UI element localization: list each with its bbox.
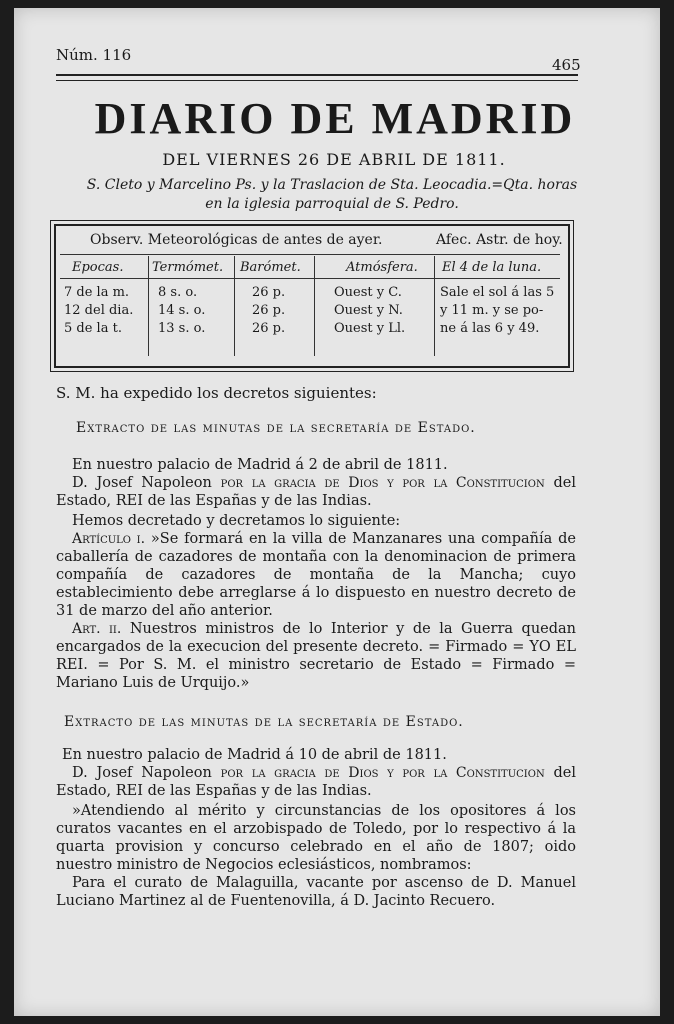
decree-formula: Hemos decretado y decretamos lo siguiente: xyxy=(72,513,401,529)
decree-place-date: En nuestro palacio de Madrid á 10 de abril de 1811. xyxy=(62,747,447,763)
section-heading: Extracto de las minutas de la secretaría de Estado. xyxy=(64,714,464,730)
astronomy-column xyxy=(440,284,564,338)
table-cell: 26 p. xyxy=(252,285,286,300)
article-2 xyxy=(56,620,576,692)
table-cell: Ouest y N. xyxy=(334,303,403,318)
dateline: DEL VIERNES 26 DE ABRIL DE 1811. xyxy=(162,150,506,169)
article-text: Nuestros ministros de lo Interior y de la Guerra quedan encargados de la execucion del presente decreto. = Firmado = YO EL REI. = Por S. M. el ministro secretario de Estado = Firmado = Mariano Luis de Urquijo.» xyxy=(56,621,577,691)
table-cell: 26 p. xyxy=(252,321,286,336)
saints-of-the-day xyxy=(62,176,602,214)
intro-line: S. M. ha expedido los decretos siguientes: xyxy=(56,384,377,402)
king-name-title xyxy=(56,474,576,510)
newspaper-page xyxy=(14,8,660,1016)
col-header-termometro: Termómet. xyxy=(152,260,224,275)
article-label: Art. ii. xyxy=(72,621,122,637)
column-rule xyxy=(434,256,435,356)
saints-line-1: S. Cleto y Marcelino Ps. y la Traslacion de Sta. Leocadia.=Qta. horas xyxy=(86,177,578,193)
masthead-title: DIARIO DE MADRID xyxy=(94,94,576,143)
column-rule xyxy=(148,256,149,356)
col-header-epocas: Epocas. xyxy=(72,260,124,275)
table-cell: 5 de la t. xyxy=(64,321,122,336)
issue-number: Núm. 116 xyxy=(56,46,132,64)
col-header-atmosfera: Atmósfera. xyxy=(346,260,418,275)
table-cell: 7 de la m. xyxy=(64,285,130,300)
article-text: »Se formará en la villa de Manzanares una compañía de caballería de cazadores de montaña con la denominacion de primera compañía de cazadores de montaña de la Mancha; cuyo establecimiento debe arreglarse á lo dispuesto en nuestro decreto de 31 de marzo del año anterior. xyxy=(56,531,576,619)
saints-line-2: en la iglesia parroquial de S. Pedro. xyxy=(205,196,459,212)
table-cell: Sale el sol á las 5 xyxy=(440,285,555,300)
king-name-title xyxy=(56,764,576,800)
king-title: por la gracia de Dios y por la Constitucion xyxy=(220,765,545,781)
table-cell: ne á las 6 y 49. xyxy=(440,321,540,336)
weather-title-left: Observ. Meteorológicas de antes de ayer. xyxy=(90,232,383,248)
table-cell: 26 p. xyxy=(252,303,286,318)
appointment-preamble: »Atendiendo al mérito y circunstancias de los opositores á los curatos vacantes en el arzobispado de Toledo, por lo respectivo á la quarta provision y concurso celebrado en el año de 1807; oido nuestro ministro de Negocios eclesiásticos, nombramos: xyxy=(56,803,576,873)
table-cell: 13 s. o. xyxy=(158,321,206,336)
table-cell: 14 s. o. xyxy=(158,303,206,318)
table-cell: 12 del dia. xyxy=(64,303,134,318)
table-divider xyxy=(60,254,560,255)
col-header-barometro: Barómet. xyxy=(240,260,301,275)
weather-table xyxy=(54,224,570,368)
table-divider xyxy=(60,278,560,279)
decree-place-date: En nuestro palacio de Madrid á 2 de abril de 1811. xyxy=(72,457,448,473)
page-number: 465 xyxy=(552,56,581,74)
column-rule xyxy=(314,256,315,356)
table-cell: 8 s. o. xyxy=(158,285,198,300)
column-rule xyxy=(234,256,235,356)
epocas-column xyxy=(64,284,148,338)
king-name: D. Josef Napoleon xyxy=(72,475,212,491)
article-1 xyxy=(56,530,576,620)
article-label: Artículo i. xyxy=(72,531,146,547)
section-heading: Extracto de las minutas de la secretaría de Estado. xyxy=(76,420,476,436)
king-name: D. Josef Napoleon xyxy=(72,765,212,781)
king-title-cont: del Estado, REI de las Españas y de las Indias. xyxy=(56,475,576,509)
table-cell: Ouest y C. xyxy=(334,285,402,300)
atmosfera-column xyxy=(334,284,432,338)
bleed-through-texture xyxy=(454,68,654,87)
table-cell: Ouest y Ll. xyxy=(334,321,406,336)
barometro-column xyxy=(252,284,312,338)
table-cell: y 11 m. y se po- xyxy=(440,303,544,318)
termometro-column xyxy=(158,284,234,338)
col-header-luna: El 4 de la luna. xyxy=(442,260,542,275)
king-title: por la gracia de Dios y por la Constitucion xyxy=(220,475,545,491)
weather-title-right: Afec. Astr. de hoy. xyxy=(436,232,563,248)
king-title-cont: del Estado, REI de las Españas y de las Indias. xyxy=(56,765,576,799)
appointment-entry: Para el curato de Malaguilla, vacante por ascenso de D. Manuel Luciano Martinez al de Fuentenovilla, á D. Jacinto Recuero. xyxy=(56,875,576,909)
